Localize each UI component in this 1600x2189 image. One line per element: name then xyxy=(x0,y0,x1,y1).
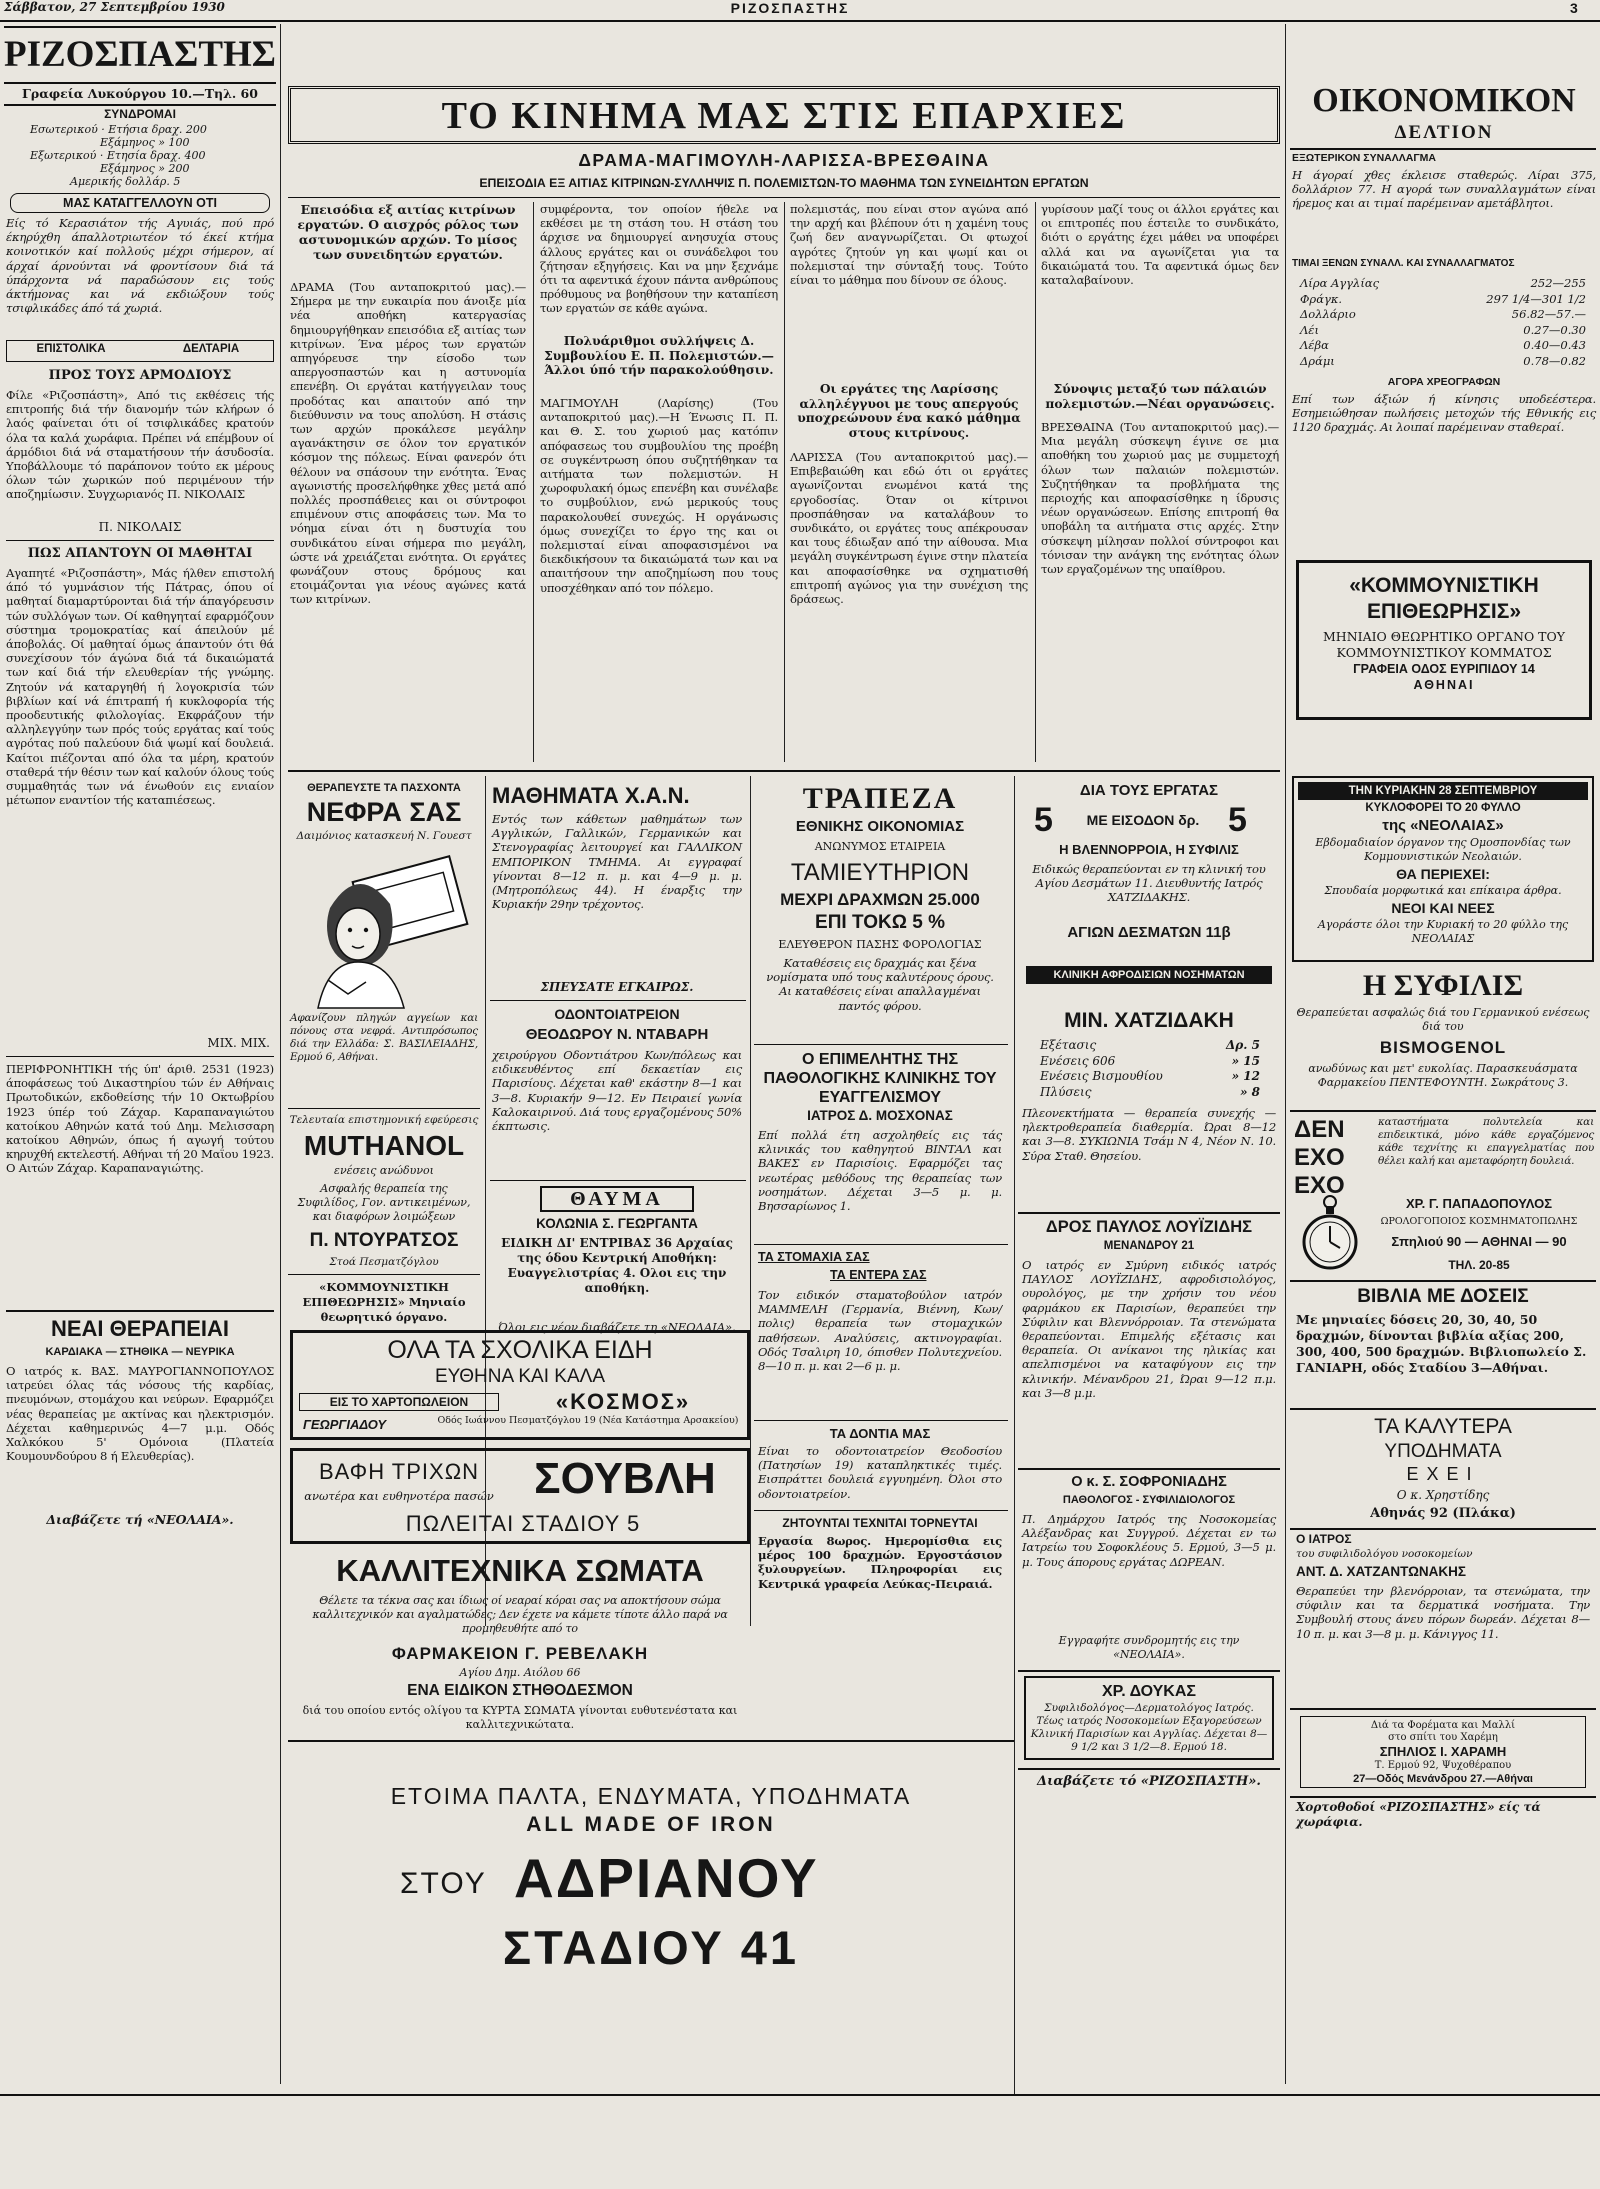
ad-adrianou-l4: ΑΔΡΙΑΝΟΥ xyxy=(514,1847,819,1909)
ad-dontiamas-title: ΤΑ ΔΟΝΤΙΑ ΜΑΣ xyxy=(829,1426,931,1441)
ad-sxolika-l1: ΕΙΣ ΤΟ ΧΑΡΤΟΠΩΛΕΙΟΝ xyxy=(299,1393,499,1411)
ad-kyriaki-l6: Σπουδαία μορφωτικά και επίκαιρα άρθρα. xyxy=(1324,884,1562,897)
masthead-rule xyxy=(4,104,276,106)
price-row xyxy=(1040,1069,1260,1085)
col-divider-right xyxy=(1285,24,1286,2084)
ad-ergates-big: 5 xyxy=(1034,801,1053,839)
ad-kom-line5: ΑΘΗΝΑΙ xyxy=(1413,678,1475,692)
ad-trapeza-l4: ΜΕΧΡΙ ΔΡΑΧΜΩΝ 25.000 xyxy=(780,890,980,909)
rate-row xyxy=(1300,307,1586,323)
price-name: Ενέσεις Βισμουθίου xyxy=(1040,1069,1163,1083)
ad-ergates-doc: ΜΙΝ. ΧΑΤΖΙΔΑΚΗ xyxy=(1064,1009,1234,1032)
ad-kalli-title: ΚΑΛΛΙΤΕΧΝΙΚΑ ΣΩΜΑΤΑ xyxy=(336,1553,704,1588)
ad-vivlia-text: Με μηνιαίες δόσεις 20, 30, 40, 50 δραχμών, δίνονται βιβλία αξίας 200, 300, 400, 500 δραχμών. Βιβλιοπωλείο Σ. ΓΑΝΙΑΡΗ, οδός Σταδίου 3—Αθήναι. xyxy=(1296,1312,1587,1375)
ad-epimelitis-name: ΙΑΤΡΟΣ Δ. ΜΟΣΧΟΝΑΣ xyxy=(807,1108,953,1123)
ad-sxolika-title: ΟΛΑ ΤΑ ΣΧΟΛΙΚΑ ΕΙΔΗ xyxy=(387,1336,653,1364)
ad-ergates-price-row xyxy=(1020,802,1278,838)
lead-divider-3 xyxy=(1035,202,1036,762)
rate-value: 0.40—0.43 xyxy=(1523,338,1586,352)
ad-ergates-text: Ειδικώς θεραπεύονται εν τη κλινική του Αγίου Δεσμάτων 11. Διευθυντής Ιατρός ΧΑΤΖΙΔΑΚΗΣ. xyxy=(1032,862,1266,905)
ad-kalytera-l2: ΕΧΕΙ xyxy=(1406,1464,1480,1484)
footer-riz-col2: Χορτοθοδοί «ΡΙΖΟΣΠΑΣΤΗΣ» είς τά χωράφια. xyxy=(1296,1800,1541,1829)
lead-col2-text2: ΜΑΓΙΜΟΥΛΗ (Λαρίσης) (Του ανταποκριτού μας).—Η Ένωσις Π. Π. και Θ. Σ. του χωριού μας κατόπιν απόφασεως του συμβουλίου της προέβη σε συγκέντρωση όπου συζητήθηκαν τα αιτήματα των πολεμιστών. Η χωροφυλακή όμως επενέβη και συνέλαβε το συμβούλιον, ενώ μερικούς τους παρακολουθεί συνεχώς. Η οργάνωσις όμως συνεχίζει το έργο της και οι πολεμισταί είναι αποφασισμένοι να διεκδικήσουν τα δικαιώματά των και να απαιτήσουν την αποζημίωση που τους υποσχέθηκαν από τον πόλεμο. xyxy=(540,396,778,595)
rate-name: Φράγκ. xyxy=(1300,291,1343,306)
kalytera-rule xyxy=(1290,1528,1596,1530)
oikonomikon-sec3: ΑΓΟΡΑ ΧΡΕΟΓΡΑΦΩΝ xyxy=(1387,376,1501,388)
header-date: Σάββατον, 27 Σεπτεμβρίου 1930 xyxy=(4,0,225,14)
ad-sofroniadis-title: Ο κ. Σ. ΣΟΦΡΟΝΙΑΔΗΣ xyxy=(1071,1474,1227,1490)
ad-vafi-l1: ΒΑΦΗ ΤΡΙΧΩΝ xyxy=(318,1459,480,1484)
ad-den-exo-title: ΔΕΝ ΕΧΟ ΕΧΟ xyxy=(1294,1116,1345,1199)
ad-muthanol-name: Π. ΝΤΟΥΡΑΤΣΟΣ xyxy=(309,1230,459,1251)
subscription-row: Εξωτερικού · Ετησία δραχ. 400 xyxy=(30,149,206,162)
ad-nefra-illustration xyxy=(300,848,468,1008)
ad-adrianou-l3: ΣΤΟΥ xyxy=(400,1867,487,1900)
tab-deltaria: ΔΕΛΤΑΡΙΑ xyxy=(182,343,240,355)
header-rule xyxy=(0,20,1600,22)
den-exo-rule xyxy=(1290,1280,1596,1282)
ad-nefra-text: Αφανίζουν πληγών αγγείων και πόνους στα νεφρά. Αντιπρόσωπος διά την Ελλάδα: Σ. ΒΑΣΙΛΕΙΑΔΗΣ, Ερμού 6, Αθήναι. xyxy=(290,1012,478,1063)
header-page-number: 3 xyxy=(1570,0,1578,16)
oikonomikon-rule xyxy=(1290,148,1596,150)
letter2-signature: ΜΙΧ. ΜΙΧ. xyxy=(207,1036,270,1050)
ad-den-exo-name: ΧΡ. Γ. ΠΑΠΑΔΟΠΟΥΛΟΣ xyxy=(1405,1196,1553,1211)
ad-den-exo-text: καταστήματα πολυτελεία και επιδεικτικά, μόνο κάθε εργαζόμενος κάθε τεχνίτης κι επαγγελματίας που θέλει καλή και αμεταφόρητη δουλειά. xyxy=(1378,1116,1594,1167)
ad-muthanol-title: MUTHANOL xyxy=(303,1130,465,1161)
ad-syfilis-product: BISMOGENOL xyxy=(1379,1038,1507,1057)
stomachia-rule xyxy=(754,1420,1008,1421)
ad-nefra-sub: Δαιμόνιος κατασκευή Ν. Γουεστ xyxy=(296,830,472,842)
ad-vafi-l2: ανωτέρα και ευθηνοτέρα πασών xyxy=(304,1489,494,1503)
ad-kom-epitheorisi xyxy=(1296,560,1592,720)
ad-dontiamas-text: Είναι το οδοντοιατρείον Θεοδοσίου (Πατησίων 19) καταπληκτικές τιμές. Εισπράττει δουλειά εγγυημένη. Όλοι στο οδοντοιατρείον. xyxy=(758,1444,1002,1501)
douka-rule xyxy=(1018,1768,1280,1770)
rate-name: Δράμι xyxy=(1300,353,1335,368)
ad-douka xyxy=(1024,1676,1274,1760)
ad-kalli-l2: διά του οποίου εντός ολίγου τα ΚΥΡΤΑ ΣΩΜΑΤΑ γίνονται ευθυτενέστατα και καλλιτεχνικώτατα. xyxy=(302,1704,738,1731)
letter1-signature: Π. ΝΙΚΟΛΑΙΣ xyxy=(98,520,182,534)
ad-ergates-mid: ΜΕ ΕΙΣΟΔΟΝ δρ. xyxy=(1086,812,1200,828)
ad-kyriaki-l4: Εβδομαδιαίον όργανον της Ομοσπονδίας των Κομμουνιστικών Νεολαιών. xyxy=(1315,836,1571,863)
col-divider-4 xyxy=(1014,776,1015,2096)
price-value: Δρ. 5 xyxy=(1226,1038,1260,1052)
price-value: » 8 xyxy=(1239,1084,1260,1099)
ad-kalli-pharm: ΦΑΡΜΑΚΕΙΟΝ Γ. ΡΕΒΕΛΑΚΗ xyxy=(391,1644,649,1663)
ad-thavma-note: Όλοι εις νέον διαβάζετε τη «ΝΕΟΛΑΙΑ». xyxy=(498,1320,736,1334)
oikonomikon-title: ΟΙΚΟΝΟΜΙΚΟΝ xyxy=(1312,82,1576,119)
letter1-text: Φίλε «Ριζοσπάστη», Από τις εκθέσεις τής επιτροπής διά τήν διανομήν τών κλήρων ό λαός φαίνεται ότι οί τσιφλικάδες κρατούν όλα τα καλά χωράφια. Πρέπει νά επέμβουν οί άρμόδιοι διά νά σταματήσουν τήν άσυδοσία. Υποβάλλουμε τό παράπονον τούτο εκ μέρους όλων τών χωρικών πού περιμένουν τήν αποζημίωσιν. Συγχωριανός Π. ΝΙΚΟΛΑΙΣ xyxy=(6,388,274,502)
ad-epimelitis-text: Επί πολλά έτη ασχοληθείς εις τάς κλινικάς του καθηγητού ΒΙΝΤΑΛ και ΒΑΚΕΣ εν Παρισίοις. Εφαρμόζει τας νεωτέρας μεθόδους της θεραπείας των νοσημάτων. Δέχεται 3—5 μ. μ. Βησσαρίωνος 1. xyxy=(758,1128,1002,1214)
masthead-logo: ΡΙΖΟΣΠΑΣΤΗΣ xyxy=(4,26,276,84)
ad-xaramis-name: ΣΠΗΛΙΟΣ Ι. ΧΑΡΑΜΗ xyxy=(1379,1744,1507,1759)
pocket-watch-icon xyxy=(1300,1192,1360,1276)
mathimata-rule xyxy=(490,1000,746,1001)
ad-kom-line1: «ΚΟΜΜΟΥΝΙΣΤΙΚΗ xyxy=(1349,574,1539,597)
oikonomikon-sec3-text: Επί των άξιών ή κίνησις υποδεέστερα. Εσημειώθησαν πωλήσεις μετοχών τής Εθνικής εις 1120 δραχμάς. Αι λοιπαί παρέμειναν σταθεραί. xyxy=(1292,392,1596,435)
rate-row xyxy=(1300,292,1586,308)
epimelitis-rule xyxy=(754,1244,1008,1245)
lead-col4-text2: ΒΡΕΣΘΑΙΝΑ (Του ανταποκριτού μας).—Μια μεγάλη σύσκεψη έγινε σε μια αποθήκη του χωριού μας με συμμετοχή όλων των παλαιών πολεμιστών. Συζητήθηκαν τα προβλήματα της περιοχής και αποφασίσθηκε η ίδρυσις νέων οργανώσεων. Επίσης επιτροπή θα υποβάλη τα αιτήματα στις αρχές. Στην σύσκεψη μίλησαν πολλοί σύντροφοι και τόνισαν την ανάγκη της ενότητας όλων των εργαζομένων της υπαίθρου. xyxy=(1041,420,1279,577)
ad-vafi-l3: ΠΩΛΕΙΤΑΙ ΣΤΑΔΙΟΥ 5 xyxy=(405,1511,641,1536)
ad-trapeza-l3: ΤΑΜΙΕΥΤΗΡΙΟΝ xyxy=(790,859,970,886)
price-value: » 15 xyxy=(1231,1053,1260,1068)
ad-stomachia-title: ΤΑ ΣΤΟΜΑΧΙΑ ΣΑΣ xyxy=(758,1250,870,1264)
lead-banner: ΤΟ ΚΙΝΗΜΑ ΜΑΣ ΣΤΙΣ ΕΠΑΡΧΙΕΣ xyxy=(441,95,1127,137)
ad-adrianou-l5: ΣΤΑΔΙΟΥ 41 xyxy=(502,1921,800,1974)
ad-louizidis-sub: ΜΕΝΑΝΔΡΟΥ 21 xyxy=(1103,1240,1195,1252)
lead-deck: ΕΠΕΙΣΟΔΙΑ ΕΞ ΑΙΤΙΑΣ ΚΙΤΡΙΝΩΝ-ΣΥΛΛΗΨΙΣ Π. ΠΟΛΕΜΙΣΤΩΝ-ΤΟ ΜΑΘΗΜΑ ΤΩΝ ΣΥΝΕΙΔΗΤΩΝ ΕΡΓΑΤΩΝ xyxy=(479,176,1089,190)
rate-row xyxy=(1300,276,1586,292)
col-divider-3 xyxy=(750,776,751,1626)
col1-footer-neolaia: Διαβάζετε τή «ΝΕΟΛΑΙΑ». xyxy=(46,1512,234,1527)
ad-trapeza-l2: ΑΝΩΝΥΜΟΣ ΕΤΑΙΡΕΙΑ xyxy=(814,840,946,853)
xaramis-rule xyxy=(1290,1796,1596,1798)
ad-kyriaki-l2: ΚΥΚΛΟΦΟΡΕΙ ΤΟ 20 ΦΥΛΛΟ xyxy=(1365,802,1521,814)
ad-ergates-text2: Πλεονεκτήματα — θεραπεία συνεχής — ηλεκτροθεραπεία διαθερμία. Ώραι 8—12 και 3—8. ΣΥΚΙΩΝΙΑ Τσάμ Ν 4, Νέον Ν. 10. Σύρα Σταθ. Θησείου. xyxy=(1022,1106,1276,1163)
ad-thavma-name: ΚΟΛΩΝΙΑ Σ. ΓΕΩΡΓΑΝΤΑ xyxy=(536,1216,698,1231)
price-name: Εξέτασις xyxy=(1040,1038,1097,1052)
ad-stomachia-text: Τον ειδικόν σταματοβούλον ιατρόν ΜΑΜΜΕΛΗ (Γερμανία, Βιέννη, Κων/πολις) θεραπεία των στομαχικών παθήσεων. Αναλύσεις, ακτινογραφίαι. Οδός Τσαλιρη 10, όπισθεν Πολυτεχνείου. 8—10 π. μ. και 2—6 μ. μ. xyxy=(758,1288,1002,1374)
ad-sxolika-l2: «ΚΟΣΜΟΣ» xyxy=(555,1389,691,1414)
ad-sxolika-sub: ΕΥΘΗΝΑ ΚΑΙ ΚΑΛΑ xyxy=(434,1366,606,1387)
ad-muthanol-addr: Στοά Πεσματζόγλου xyxy=(329,1256,439,1268)
masthead-offices: Γραφεία Λυκούργου 10.—Τηλ. 60 xyxy=(22,86,258,101)
rate-name: Λίρα Αγγλίας xyxy=(1300,276,1380,290)
ad-syfilis-text2: ανωδύνως και μετ' ευκολίας. Παρασκευάσματα Φαρμακείου ΠΕΝΤΕΦΟΥΝΤΗ. Σωκράτους 3. xyxy=(1308,1062,1578,1089)
rate-name: Δολλάριο xyxy=(1300,307,1356,321)
lead-subtitle: ΔΡΑΜΑ-ΜΑΓΙΜΟΥΛΗ-ΛΑΡΙΣΣΑ-ΒΡΕΣΘΑΙΝΑ xyxy=(578,150,990,170)
subscriptions-list xyxy=(30,123,260,189)
oikonomikon-sec1: ΕΞΩΤΕΡΙΚΟΝ ΣΥΝΑΛΛΑΓΜΑ xyxy=(1292,152,1436,164)
ad-mathimata-cta: ΣΠΕΥΣΑΤΕ ΕΓΚΑΙΡΩΣ. xyxy=(540,980,694,994)
therapeiai-text: Ο ιατρός κ. ΒΑΣ. ΜΑΥΡΟΓΙΑΝΝΟΠΟΥΛΟΣ ιατρεύει όλας τάς νόσους τής καρδίας, πνευμόνων, στομάχου και νεύρων. Εφαρμόζει νέας θεραπείας με ακτίνας και ηλεκτρισμόν. Δέχεται καθημερινώς 4—7 μ.μ. Οδός Χαλκόκου 5' Ομόνοια (Πλατεία Κουμουνδούρου 8 ή Ελευθερίας). xyxy=(6,1364,274,1464)
ad-ergates-clinic: ΚΛΙΝΙΚΗ ΑΦΡΟΔΙΣΙΩΝ ΝΟΣΗΜΑΤΩΝ xyxy=(1026,966,1272,984)
ad-epimelitis-title: Ο ΕΠΙΜΕΛΗΤΗΣ ΤΗΣ ΠΑΘΟΛΟΓΙΚΗΣ ΚΛΙΝΙΚΗΣ ΤΟΥ ΕΥΑΓΓΕΛΙΣΜΟΥ xyxy=(763,1051,997,1106)
ad-kalytera-l4: Αθηνάς 92 (Πλάκα) xyxy=(1370,1506,1516,1521)
rate-value: 0.78—0.82 xyxy=(1523,353,1586,368)
price-name: Ενέσεις 606 xyxy=(1040,1053,1116,1068)
oikonomikon-sec2: ΤΙΜΑΙ ΞΕΝΩΝ ΣΥΝΑΛΛ. ΚΑΙ ΣΥΝΑΛΛΑΓΜΑΤΟΣ xyxy=(1292,258,1515,269)
ad-louizidis-title: ΔΡΟΣ ΠΑΥΛΟΣ ΛΟΥΪΖΙΔΗΣ xyxy=(1045,1218,1253,1236)
legal-notice-text: ΠΕΡΙΦΡΟΝΗΤΙΚΗ τής ύπ' άριθ. 2531 (1923) άποφάσεως τού Δικαστηρίου τών έν Αθήναις Πρωτοδικών, εκδοθείσης τήν 10 Οκτωβρίου 1923 ύπέρ τού Ζάχαρ. Καραπαναγιώτου κατοίκου Αθηνών κατά τού Δημ. Μελισσαρη κατοίκου Αθηνών, όπως ή αγωγή τούτου κηρυχθή εκτελεστή. Αθήναι τή 20 Μαΐου 1923. Ο Αιτών Ζάχαρ. Καραπαναγιώτης. xyxy=(6,1062,274,1176)
vivlia-rule xyxy=(1290,1408,1596,1410)
ad-ergates-l1: Η ΒΛΕΝΝΟΡΡΟΙΑ, Η ΣΥΦΙΛΙΣ xyxy=(1059,842,1239,857)
lead-rule xyxy=(288,197,1280,198)
price-value: » 12 xyxy=(1231,1069,1260,1083)
ad-tornevtai-text: Εργασία 8ωρος. Ημερομίσθια εις μέρος 100 δραχμών. Εργοστάσιον ξυλουργείων. Πληροφορίαι εις Κεντρικά γραφεία Λεύκας-Πειραιά. xyxy=(758,1534,1002,1591)
lead-bottom-rule xyxy=(288,770,1280,772)
rate-name: Λέβα xyxy=(1300,338,1329,352)
lead-divider-2 xyxy=(784,202,785,762)
sofroniadis-rule xyxy=(1018,1670,1280,1672)
ad-douka-title: ΧΡ. ΔΟΥΚΑΣ xyxy=(1101,1683,1197,1700)
lower-ads-rule xyxy=(288,1740,1014,1742)
ad-trapeza-text: Καταθέσεις εις δραχμάς και ξένα νομίσματα υπό τους καλυτέρους όρους. Αι καταθέσεις είναι απαλλαγμέναι παντός φόρου. xyxy=(766,956,994,1013)
rates-table xyxy=(1300,276,1586,372)
tabs-row xyxy=(6,340,274,362)
rate-name: Λέι xyxy=(1300,322,1319,337)
ad-kalli-text: Θέλετε τα τέκνα σας και ίδιως οί νεαραί κόραι σας να αποκτήσουν σώμα καλλιτεχνικόν και αγαλματώδες; Δεν έχετε να κάμετε τίποτε άλλο παρά να προμηθευθήτε από το xyxy=(312,1594,728,1635)
ad-vafi xyxy=(290,1448,750,1544)
rate-value: 297 1/4—301 1/2 xyxy=(1486,291,1586,306)
louizidis-rule xyxy=(1018,1468,1280,1470)
syfilis-rule xyxy=(1290,1110,1596,1112)
lead-col4-text: γυρίσουν μαζί τους οι άλλοι εργάτες και οι επιτροπές που έστειλε το συνδικάτο, διότι ο εργάτης έχει μάθει να υποφέρει αλλά και να αγωνίζεται για τα δικαιώματά του. Τα αφεντικά όμως δεν καταλαβαίνουν. xyxy=(1041,202,1279,288)
rate-value: 0.27—0.30 xyxy=(1523,322,1586,337)
letter2-text: Αγαπητέ «Ριζοσπάστη», Μάς ήλθεν επιστολή άπό τό γυμνάσιον τής Πάτρας, όπου οί μαθηταί διαμαρτύρονται διά τήν άπαγόρευσιν τών συλλόγων των. Οί καθηγηταί εφαρμόζουν σύστημα τρομοκρατίας καί άπειλούν μέ άποβολάς. Οί μαθηταί όμως άπαντούν ότι θά συνεχίσουν τόν άγώνα διά τά δικαιώματά των καί διά τήν ελευθερίαν τής γνώμης. Ζητούν νά καταργηθή ή λογοκρισία τών βιβλίων καί νά έπιτραπή ή κυκλοφορία τής προοδευτικής φιλολογίας. Εκφράζουν τήν αλληλεγγύην των πρός τούς εργάτας καί τούς αγρότας πού παλεύουν διά ψωμί καί δουλειά. Καίτοι πιέζονται από όλα τα μέρη, κρατούν σταθερά τήν θέσιν των καί καλούν όλους τούς συμμαθητάς των νά ένωθούν εις ενιαίον μέτωπον εναντίον τής καταπιέσεως. xyxy=(6,566,274,808)
price-row xyxy=(1040,1038,1260,1054)
ad-kalli-addr: Αγίου Δημ. Αιόλου 66 xyxy=(459,1666,581,1679)
subscription-row: Εξάμηνος » 200 xyxy=(100,162,190,175)
trapeza-rule xyxy=(754,1044,1008,1045)
ad-kalli-l1: ΕΝΑ ΕΙΔΙΚΟΝ ΣΤΗΘΟΔΕΣΜΟΝ xyxy=(407,1682,633,1699)
ad-iatros-name: ΑΝΤ. Δ. ΧΑΤΖΑΝΤΩΝΑΚΗΣ xyxy=(1296,1564,1467,1579)
ad-sofroniadis-note: Εγγραφήτε συνδρομητής εις την «ΝΕΟΛΑΙΑ». xyxy=(1058,1634,1240,1661)
nefra-rule xyxy=(288,1108,480,1109)
ad-kalytera-title: ΤΑ ΚΑΛΥΤΕΡΑ xyxy=(1374,1415,1512,1438)
ad-muthanol-top: Τελευταία επιστημονική εφεύρεσις xyxy=(289,1114,479,1126)
ad-thavma-title: ΘΑΥΜΑ xyxy=(540,1186,694,1212)
therapeiai-title: ΝΕΑΙ ΘΕΡΑΠΕΙΑΙ xyxy=(50,1316,230,1341)
ad-louizidis-text: Ο ιατρός εν Σμύρνη ειδικός ιατρός ΠΑΥΛΟΣ ΛΟΥΪΖΙΔΗΣ, αφροδισιολόγος, ουρολόγος, με την χρήσιν του νέου φαρμάκου εκ Παρισίων, θεραπεύει την Σύφιλιν και Βλεννόρροιαν. Τα στενώματα θεραπεύονται. Επιμελής εξέτασις και θεραπεία. Οι ανίκανοι της ηλικίας και απελπισμένοι να καταφύγουν εις την κλινικήν. Μένανδρου 21, Ώραι 9—12 π.μ. και 3—8 μ.μ. xyxy=(1022,1258,1276,1400)
subscription-row: Εσωτερικού · Ετήσια δραχ. 200 xyxy=(30,123,207,136)
ad-muthanol-sub: ενέσεις ανώδυνοι xyxy=(334,1164,434,1177)
price-row xyxy=(1040,1054,1260,1070)
lead-divider-1 xyxy=(533,202,534,762)
ad-nefra-top: ΘΕΡΑΠΕΥΣΤΕ ΤΑ ΠΑΣΧΟΝΤΑ xyxy=(307,782,461,794)
lead-col1-head: Επεισόδια εξ αιτίας κιτρίνων εργατών. Ο αισχρός ρόλος των αστυνομικών αρχών. Το μίσος των συνειδητών εργατών. xyxy=(297,202,519,262)
col1-rule-1 xyxy=(6,540,274,541)
ad-mathimata-text: Εντός των κάθετων μαθημάτων των Αγγλικών, Γαλλικών, Γερμανικών και Στενογραφίας λειτουργεί και ΓΑΛΛΙΚΟΝ ΕΜΠΟΡΙΚΟΝ ΤΜΗΜΑ. Αι εγγραφαί γίνονται 8—12 π. μ. και 4—9 μ. μ. (Μητροπόλεως 44). Η έναρξις την Κυριακήν 29ην τρέχοντος. xyxy=(492,812,742,912)
ad-ergates-big2: 5 xyxy=(1228,801,1247,839)
ad-sofroniadis-sub: ΠΑΘΟΛΟΓΟΣ - ΣΥΦΙΛΙΔΙΟΛΟΓΟΣ xyxy=(1062,1494,1236,1506)
header-paper-name: ΡΙΖΟΣΠΑΣΤΗΣ xyxy=(730,0,850,16)
rate-row xyxy=(1300,338,1586,354)
ad-kyriaki-l7: ΝΕΟΙ ΚΑΙ ΝΕΕΣ xyxy=(1391,900,1495,916)
ad-trapeza-title: ΤΡΑΠΕΖΑ xyxy=(802,782,958,815)
letter1-title: ΠΡΟΣ ΤΟΥΣ ΑΡΜΟΔΙΟΥΣ xyxy=(48,368,232,383)
subscription-row: Αμερικής δολλάρ. 5 xyxy=(70,175,181,188)
notice-text: Είς τό Κερασιάτον τής Αγυιάς, πού πρό έκηρύχθη άπαλλοτριωτέον τό έκεί κτήμα κοινοτικόν καί πολλούς μέχρι σήμερον, αί άρχαί άρνούνται νά φροντίσουν διά τά ύπάρχοντα νά παραδώσουν εις τούς άκτήμονας και νά εκδιώξουν τούς τσιφλικάδες άπό τά χωριά. xyxy=(6,216,274,316)
ad-odonto-text: χειρούργου Οδοντιάτρου Κων/πόλεως και ειδικευθέντος επί δεκαετίαν εις Παρισίους. Δέχεται καθ' εκάστην 8—1 και 3—8. Κυριακήν 9—12. Εν Πειραιεί γωνία Καλοκαιρινού. Διά τους εργαζομένους 50% έκπτωσις. xyxy=(492,1048,742,1134)
ad-xaramis-l1: Διά τα Φορέματα και Μαλλί xyxy=(1370,1720,1516,1731)
letter2-title: ΠΩΣ ΑΠΑΝΤΟΥΝ ΟΙ ΜΑΘΗΤΑΙ xyxy=(27,546,253,561)
ad-den-exo-addr: Σπηλιού 90 — ΑΘΗΝΑΙ — 90 xyxy=(1391,1234,1567,1249)
lead-col3-sub: Οι εργάτες της Λαρίσσης αλληλέγγυοι με τους απεργούς υποχρεώνουν ένα κακό μάθημα στους κιτρίνους. xyxy=(797,381,1021,440)
ad-den-exo-sub: ΩΡΟΛΟΓΟΠΟΙΟΣ ΚΟΣΜΗΜΑΤΟΠΩΛΗΣ xyxy=(1380,1216,1578,1227)
oikonomikon-sub: ΔΕΛΤΙΟΝ xyxy=(1394,122,1494,143)
ad-ergates-title2: ΑΓΙΩΝ ΔΕΣΜΑΤΩΝ 11β xyxy=(1067,924,1231,941)
ad-xaramis xyxy=(1300,1716,1586,1788)
ad-vafi-big: ΣΟΥΒΛΗ xyxy=(534,1454,716,1503)
ad-odonto-name: ΘΕΟΔΩΡΟΥ Ν. ΝΤΑΒΑΡΗ xyxy=(525,1026,709,1043)
dontiamas-rule xyxy=(754,1510,1008,1511)
ad-muthanol-text: Ασφαλής θεραπεία της Συφιλίδος, Γον. αντικειμένων, και διαφόρων λοιμώξεων xyxy=(297,1182,471,1223)
ad-stomachia-sub: ΤΑ ΕΝΤΕΡΑ ΣΑΣ xyxy=(830,1268,927,1282)
oikonomikon-sec1-text: Η άγοραί χθες έκλεισε σταθερώς. Λίραι 375, δολλάριον 77. Η αγορά των συναλλαγμάτων είναι ήρεμος και αι τιμαί παρέμειναν αμετάβλητοι. xyxy=(1292,168,1596,211)
ad-kyriaki-l5: ΘΑ ΠΕΡΙΕΧΕΙ: xyxy=(1396,866,1490,882)
clock-icon-wrap xyxy=(1300,1192,1360,1276)
ad-ergates-top: ΔΙΑ ΤΟΥΣ ΕΡΓΑΤΑΣ xyxy=(1079,782,1219,799)
col-divider-1 xyxy=(280,24,281,2084)
rate-value: 56.82—57.— xyxy=(1511,307,1586,321)
lead-col2-text: συμφέροντα, τον οποίον ήθελε να εκθέσει με τη στάση του. Η στάση του άρχισε να δημιουργεί ανησυχία στους άλλους εργάτες και οι συνάδελφοι του ζήτησαν εξηγήσεις. Και να μην ξεχνάμε ότι τα αφεντικά έχουν πάντα ανθρώπους πρόθυμους να βοηθήσουν την καταπίεση των εργατών σε κάθε αγώνα. xyxy=(540,202,778,316)
ad-trapeza-l6: ΕΛΕΥΘΕΡΟΝ ΠΑΣΗΣ ΦΟΡΟΛΟΓΙΑΣ xyxy=(778,938,982,951)
ad-sxolika xyxy=(290,1330,750,1440)
ad-den-exo-phone: ΤΗΛ. 20-85 xyxy=(1448,1258,1510,1272)
ad-sxolika-l4: Οδός Ιωάννου Πεσματζόγλου 19 (Νέα Κατάστημα Αρσακείου) xyxy=(437,1415,739,1426)
ad-iatros-title: Ο ΙΑΤΡΟΣ xyxy=(1296,1532,1352,1546)
ad-kom-epith2: «ΚΟΜΜΟΥΝΙΣΤΙΚΗ ΕΠΙΘΕΩΡΗΣΙΣ» Μηνιαίο θεωρητικό όργανο. xyxy=(302,1280,466,1324)
price-row xyxy=(1040,1085,1260,1101)
ad-syfilis-title: Η ΣΥΦΙΛΙΣ xyxy=(1362,969,1524,1002)
ad-xaramis-addr: 27—Οδός Μενάνδρου 27.—Αθήναι xyxy=(1353,1773,1533,1785)
ad-douka-text: Συφιλιδολόγος—Δερματολόγος Ιατρός. Τέως ιατρός Νοσοκομείων Εξαγορεύσεων Κλινική Παρισίων και Αγγλίας. Δέχεται 8—9 1/2 και 3 1/2—8. Ερμού 18. xyxy=(1030,1702,1268,1753)
ad-thavma-text: ΕΙΔΙΚΗ ΔΙ' ΕΝΤΡΙΒΑΣ 36 Αρχαίας της όδου Κεντρική Αποθήκη: Ευαγγελιστρίας 4. Ολοι εις την αποθήκη. xyxy=(501,1236,733,1295)
col1-rule-2 xyxy=(6,1056,274,1057)
ad-kyriaki-l3: της «ΝΕΟΛΑΙΑΣ» xyxy=(1382,817,1504,834)
ad-xaramis-l2: στο σπίτι του Χαρέμη xyxy=(1388,1732,1498,1743)
tab-epistolika: ΕΠΙΣΤΟΛΙΚΑ xyxy=(36,343,106,355)
ad-sofroniadis-text: Π. Δημάρχου Ιατρός της Νοσοκομείας Αλέξανδρας και Συγγρού. Δέχεται εν τω Ιατρείω του Σοφοκλέους 5. Ερμού, 3—5 μ. μ. Τους άπορους εργάτας ΔΩΡΕΑΝ. xyxy=(1022,1512,1276,1569)
iatros-rule xyxy=(1290,1708,1596,1710)
ad-kom-line2: ΕΠΙΘΕΩΡΗΣΙΣ» xyxy=(1366,600,1522,623)
ad-kom-line3: ΜΗΝΙΑΙΟ ΘΕΩΡΗΤΙΚΟ ΟΡΓΑΝΟ ΤΟΥ ΚΟΜΜΟΥΝΙΣΤΙΚΟΥ ΚΟΜΜΑΤΟΣ xyxy=(1323,629,1565,660)
notice-title: ΜΑΣ ΚΑΤΑΓΓΕΛΛΟΥΝ ΟΤΙ xyxy=(10,193,270,213)
lead-col4-sub: Σύνοψις μεταξύ των πάλαιών πολεμιστών.—Νέαι οργανώσεις. xyxy=(1045,381,1275,411)
ad-tornevtai-title: ΖΗΤΟΥΝΤΑΙ ΤΕΧΝΙΤΑΙ ΤΟΡΝΕΥΤΑΙ xyxy=(782,1516,978,1530)
lead-col3-text: πολεμιστάς, που είναι στον αγώνα από την αρχή και βλέπουν ότι η χαμένη τους ζωή δεν αναγνωρίζεται. Οι φτωχοί αγρότες ζητούν γη και ψωμί και οι πολεμισταί την σύνταξή τους. Τούτο είναι το μάθημα που δίνουν σε όλους. xyxy=(790,202,1028,288)
subscription-row: Εξάμηνος » 100 xyxy=(100,136,190,149)
ergates-rule xyxy=(1018,1212,1280,1214)
rate-row xyxy=(1300,323,1586,339)
ad-kyriaki-l8: Αγοράστε όλοι την Κυριακή το 20 φύλλο της ΝΕΟΛΑΙΑΣ xyxy=(1317,918,1569,945)
ad-nefra-title: ΝΕΦΡΑ ΣΑΣ xyxy=(306,797,462,827)
price-name: Πλύσεις xyxy=(1040,1084,1092,1099)
col1-rule-3 xyxy=(6,1310,274,1312)
lead-banner-frame xyxy=(288,86,1280,144)
ad-ergates-prices xyxy=(1040,1038,1260,1102)
ad-adrianou-l1: ΕΤΟΙΜΑ ΠΑΛΤΑ, ΕΝΔΥΜΑΤΑ, ΥΠΟΔΗΜΑΤΑ xyxy=(390,1783,912,1809)
ad-trapeza-l5: ΕΠΙ ΤΟΚΩ 5 % xyxy=(815,912,945,933)
subscriptions-title: ΣΥΝΔΡΟΜΑΙ xyxy=(104,107,176,121)
rate-row xyxy=(1300,354,1586,370)
odonto-rule xyxy=(490,1180,746,1181)
ad-syfilis-text: Θεραπεύεται ασφαλώς διά του Γερμανικού ενέσεως διά του xyxy=(1296,1006,1590,1033)
lead-col1-text: ΔΡΑΜΑ (Του ανταποκριτού μας).—Σήμερα με την ευκαιρία που άνοιξε μία νέα αποθήκη κατεργασίας δημιουργήθηκαν επεισόδια εξ αιτίας των κιτρίνων. Ένα μέρος των εργατών απηγόρευσε την είσοδο των απεργοσπαστών και η αστυνομία επενέβη. Οι εργάται κατήγγειλαν τους προδότας και απαιτούν από την διεύθυνσιν να τους απολύση. Η στάσις των αρχών προκάλεσε μεγάλην αγανάκτησιν σε όλον τον εργατικόν κόσμον της πόλεως. Είναι φανερόν ότι θέλουν να σπάσουν την ενότητα. Ένας αγωνιστής προσελήφθηκε χθες μετά από πολλές προσπάθειες και οι σύντροφοι επιμένουν στις αποφάσεις των. Μα το νόημα είναι ότι η δυστυχία του συνδικάτου είναι σήμερα πιο μεγάλη, ώστε νά χρειάζεται ενότητα. Οι εργάτες φωνάζουν στους δρόμους και ετοιμάζονται για νέους αγώνες κατά των κιτρίνων. xyxy=(290,280,526,607)
woman-portrait-icon xyxy=(300,848,468,1008)
ad-adrianou-l2: ALL MADE OF IRON xyxy=(526,1813,776,1836)
ad-sxolika-l3: ΓΕΩΡΓΙΑΔΟΥ xyxy=(303,1417,387,1432)
footer-riz-col: Διαβάζετε τό «ΡΙΖΟΣΠΑΣΤΗ». xyxy=(1037,1774,1261,1789)
ad-iatros-sub: του συφιλιδολόγου νοσοκομείων xyxy=(1296,1548,1473,1560)
rate-value: 252—255 xyxy=(1530,276,1586,290)
ad-kom-line4: ΓΡΑΦΕΙΑ ΟΔΟΣ ΕΥΡΙΠΙΔΟΥ 14 xyxy=(1353,662,1535,676)
ad-kalytera-l1: ΥΠΟΔΗΜΑΤΑ xyxy=(1384,1441,1502,1462)
ad-kyriaki xyxy=(1292,776,1594,962)
lead-col2-sub: Πολυάριθμοι συλλήψεις Δ. Συμβουλίου Ε. Π. Πολεμιστών.—Άλλοι ύπό τήν παρακολούθησιν. xyxy=(544,333,774,377)
bottom-rule xyxy=(0,2094,1600,2096)
therapeiai-sub: ΚΑΡΔΙΑΚΑ — ΣΤΗΘΙΚΑ — ΝΕΥΡΙΚΑ xyxy=(45,1346,235,1358)
ad-trapeza-l1: ΕΘΝΙΚΗΣ ΟΙΚΟΝΟΜΙΑΣ xyxy=(795,818,965,835)
ad-xaramis-text: Τ. Ερμού 92, Ψυχοθέραπου xyxy=(1374,1760,1512,1771)
ad-kalytera-l3: Ο κ. Χρηστίδης xyxy=(1396,1488,1490,1502)
ad-mathimata-title: ΜΑΘΗΜΑΤΑ Χ.Α.Ν. xyxy=(492,783,690,808)
ad-kyriaki-l1: ΤΗΝ ΚΥΡΙΑΚΗΝ 28 ΣΕΠΤΕΜΒΡΙΟΥ xyxy=(1298,782,1588,800)
ad-vivlia-title: ΒΙΒΛΙΑ ΜΕ ΔΟΣΕΙΣ xyxy=(1357,1286,1529,1307)
ad-odonto-title: ΟΔΟΝΤΟΙΑΤΡΕΙΟΝ xyxy=(554,1006,680,1022)
muthanol-rule xyxy=(288,1274,480,1275)
lead-col3-text2: ΛΑΡΙΣΣΑ (Του ανταποκριτού μας).—Επιβεβαιώθη και εδώ ότι οι εργάτες αγωνίζονται ενωμένοι κατά της εργοδοσίας. Όταν οι κίτρινοι προσπάθησαν να καταλάβουν το συνδικάτο, οι εργάτες τους απέκρουσαν και τους έδιωξαν από την αίθουσα. Μια μεγάλη συγκέντρωση έγινε στην πλατεία και αποφασίσθηκε να σχηματισθή επιτροπή αγώνος για την συνέχιση της δράσεως. xyxy=(790,450,1028,607)
ad-iatros-text: Θεραπεύει την βλενόρροιαν, τα στενώματα, την σύφιλιν και τα δερματικά νοσήματα. Την Συμβουλή στους άνευ πόρων δωρεάν. Δέχεται 8—10 π. μ. και 3—8 μ. μ. Κάνιγγος 11. xyxy=(1296,1584,1590,1641)
